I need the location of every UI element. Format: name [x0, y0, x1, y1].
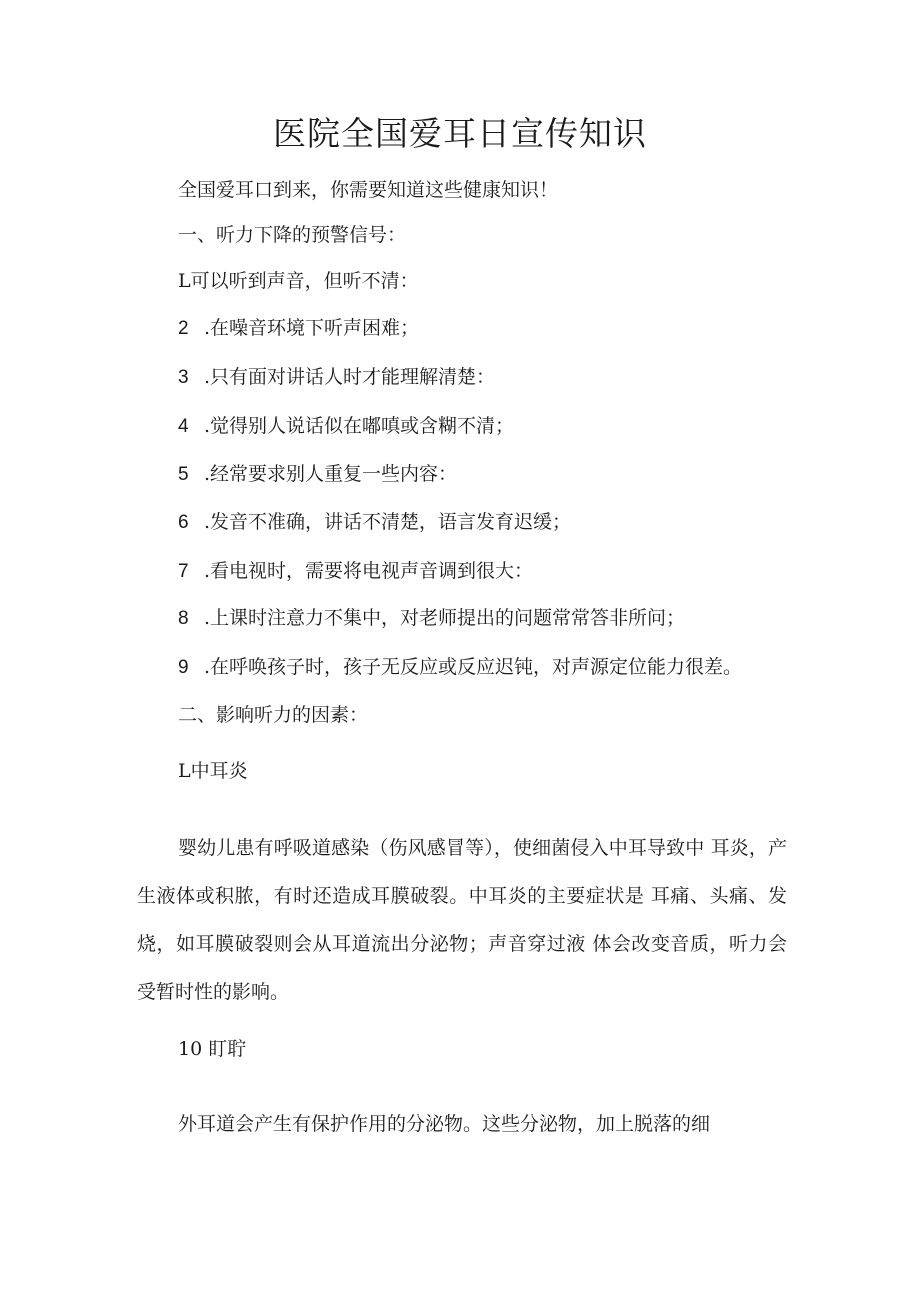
list-item-text: 可以听到声音，但听不清：	[190, 270, 419, 292]
list-item-text: .觉得别人说话似在嘟嗔或含糊不清；	[204, 415, 515, 437]
list-item-text: .在噪音环境下听声困难；	[204, 317, 420, 339]
intro-line: 全国爱耳口到来，你需要知道这些健康知识！	[178, 179, 559, 201]
list-item	[178, 413, 514, 440]
body-paragraph: 外耳道会产生有保护作用的分泌物。这些分泌物，加上脱落的细	[178, 1113, 711, 1135]
list-item-text: .发音不准确，讲话不清楚，语言发育迟缓；	[204, 511, 572, 533]
list-item-text: .在呼唤孩子时，孩子无反应或反应迟钝，对声源定位能力很差。	[204, 656, 743, 678]
list-item-number: 9	[178, 657, 189, 678]
list-item-text: .只有面对讲话人时才能理解清楚：	[204, 366, 496, 388]
list-item-text: .上课时注意力不集中，对老师提出的问题常常答非所问；	[204, 607, 686, 629]
list-item-number: 3	[178, 367, 189, 388]
list-item-number: 8	[178, 608, 189, 629]
list-item-number: 5	[178, 464, 189, 485]
list-item-number: 4	[178, 416, 189, 437]
list-item-number: 6	[178, 512, 189, 533]
list-item	[178, 509, 571, 536]
list-item	[178, 605, 685, 632]
subsection-title: L中耳炎	[178, 760, 248, 782]
section2-heading: 二、影响听力的因素：	[178, 704, 369, 726]
section1-heading: 一、听力下降的预警信号：	[178, 224, 407, 246]
list-item	[178, 268, 419, 294]
document-title: 医院全国爱耳日宣传知识	[273, 114, 647, 153]
list-item	[178, 654, 742, 681]
list-item-number: 2	[178, 318, 189, 339]
list-item-number: 7	[178, 561, 189, 582]
subsection-title: 10 盯聍	[178, 1038, 247, 1060]
list-item	[178, 315, 419, 342]
list-item-text: .看电视时，需要将电视声音调到很大：	[204, 560, 534, 582]
list-item-number: L	[178, 270, 191, 292]
list-item-text: .经常要求别人重复一些内容：	[204, 463, 458, 485]
list-item	[178, 558, 533, 585]
list-item	[178, 461, 457, 488]
body-paragraph: 婴幼儿患有呼吸道感染（伤风感冒等），使细菌侵入中耳导致中 耳炎，产生液体或积脓，有时还造成耳膜破裂。中耳炎的主要症状是 耳痛、头痛、发烧，如耳膜破裂则会从耳道流出分泌物；声音穿过液 体会改变音质，听力会受暂时性的影响。	[137, 837, 787, 1003]
list-item	[178, 364, 495, 391]
